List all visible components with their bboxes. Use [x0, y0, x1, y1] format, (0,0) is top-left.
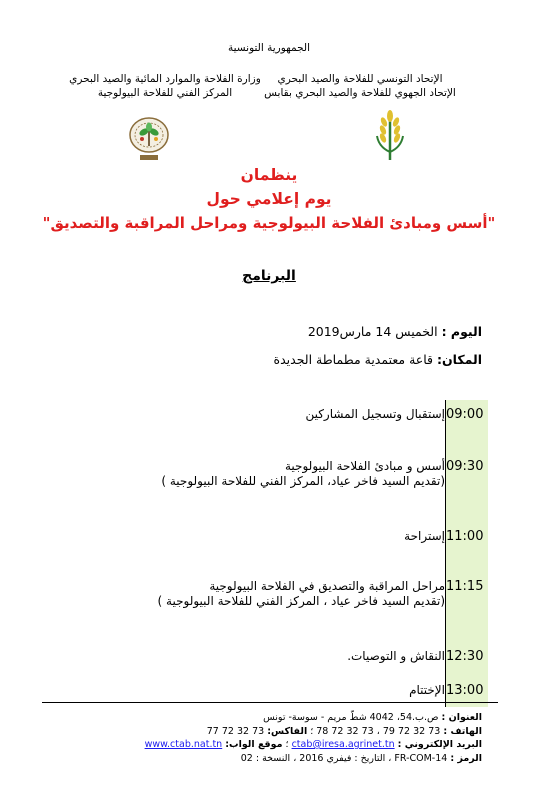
activity-title: إستقبال وتسجيل المشاركين [305, 407, 445, 421]
phone-label: الهاتف : [443, 725, 482, 737]
activity-title: إستراحة [404, 529, 445, 543]
schedule-activity [112, 447, 446, 519]
schedule-activity [112, 637, 446, 679]
schedule-time: 13:00 [446, 679, 489, 707]
fax-value: 73 32 72 77 [206, 725, 265, 737]
schedule-row [112, 400, 488, 447]
footer-block [22, 711, 482, 765]
utap-wheat-logo [373, 108, 407, 162]
schedule-time: 12:30 [446, 637, 489, 679]
schedule-row [112, 637, 488, 679]
event-date-line [308, 324, 482, 339]
activity-detail: (تقديم السيد فاخر عياد، المركز الفني للفلاحة البيولوجية ) [161, 474, 445, 488]
footer-contact-line: البريد الإلكتروني : ctab@iresa.agrinet.tn ؛ موقع الواب: www.ctab.nat.tn [144, 739, 482, 750]
schedule-table [112, 400, 488, 707]
code-label: الرمز : [450, 752, 482, 764]
footer-phone-line: الهاتف : 73 32 72 79 ، 73 32 72 78 ؛ الفاكس: 73 32 72 77 [206, 725, 482, 737]
schedule-row [112, 519, 488, 567]
header-left-line2: المركز الفني للفلاحة البيولوجية [97, 87, 233, 99]
schedule-activity [112, 400, 446, 447]
schedule-time: 09:30 [446, 447, 489, 519]
activity-detail: (تقديم السيد فاخر عياد ، المركز الفني للفلاحة البيولوجية ) [157, 594, 445, 608]
footer-code-line [22, 752, 482, 766]
code-value: FR-COM-14 ، التاريخ : فيفري 2016 ، النسخة : 02 [240, 752, 448, 764]
address-value: ص.ب.54، 4042 شطّ مريم - سوسة- تونس [263, 712, 439, 723]
event-subject-heading: "أسس ومبادئ الفلاحة البيولوجية ومراحل المراقبة والتصديق" [42, 214, 496, 232]
activity-title: أسس و مبادئ الفلاحة البيولوجية [284, 459, 445, 473]
email-label: البريد الإلكتروني : [397, 739, 482, 750]
organizers-heading: ينظمان [240, 166, 298, 184]
fax-label: الفاكس: [267, 725, 308, 737]
schedule-activity [112, 519, 446, 567]
header-right-line1: الإتحاد التونسي للفلاحة والصيد البحري [277, 73, 443, 85]
program-heading: البرنامج [242, 268, 296, 284]
header-left-line1: وزارة الفلاحة والموارد المائية والصيد البحري [69, 73, 261, 85]
web-label: موقع الواب: [225, 739, 283, 750]
event-type-heading: يوم إعلامي حول [206, 190, 332, 208]
date-value: الخميس 14 مارس2019 [307, 324, 438, 339]
footer-divider [42, 702, 498, 703]
date-label: اليوم : [441, 324, 482, 339]
header-left-block [50, 72, 280, 100]
schedule-time: 11:00 [446, 519, 489, 567]
activity-title: النقاش و التوصيات. [347, 649, 445, 663]
header-right-line2: الإتحاد الجهوي للفلاحة والصيد البحري بقابس [264, 87, 456, 99]
email-link[interactable]: ctab@iresa.agrinet.tn [291, 739, 395, 750]
republic-heading: الجمهورية التونسية [228, 42, 310, 54]
schedule-activity [112, 567, 446, 637]
schedule-time: 11:15 [446, 567, 489, 637]
activity-title: الإختتام [409, 683, 445, 697]
phone-value: 73 32 72 79 ، 73 32 72 78 [316, 725, 441, 737]
schedule-time: 09:00 [446, 400, 489, 447]
activity-title: مراحل المراقبة والتصديق في الفلاحة البيولوجية [209, 579, 445, 593]
schedule-row [112, 447, 488, 519]
schedule-row [112, 567, 488, 637]
place-value: قاعة معتمدية مطماطة الجديدة [273, 352, 434, 367]
footer-address-line [22, 711, 482, 725]
address-label: العنوان : [441, 712, 482, 723]
event-place-line [274, 352, 482, 367]
place-label: المكان: [437, 352, 482, 367]
website-link[interactable]: www.ctab.nat.tn [144, 739, 223, 750]
ctab-logo [128, 114, 170, 162]
